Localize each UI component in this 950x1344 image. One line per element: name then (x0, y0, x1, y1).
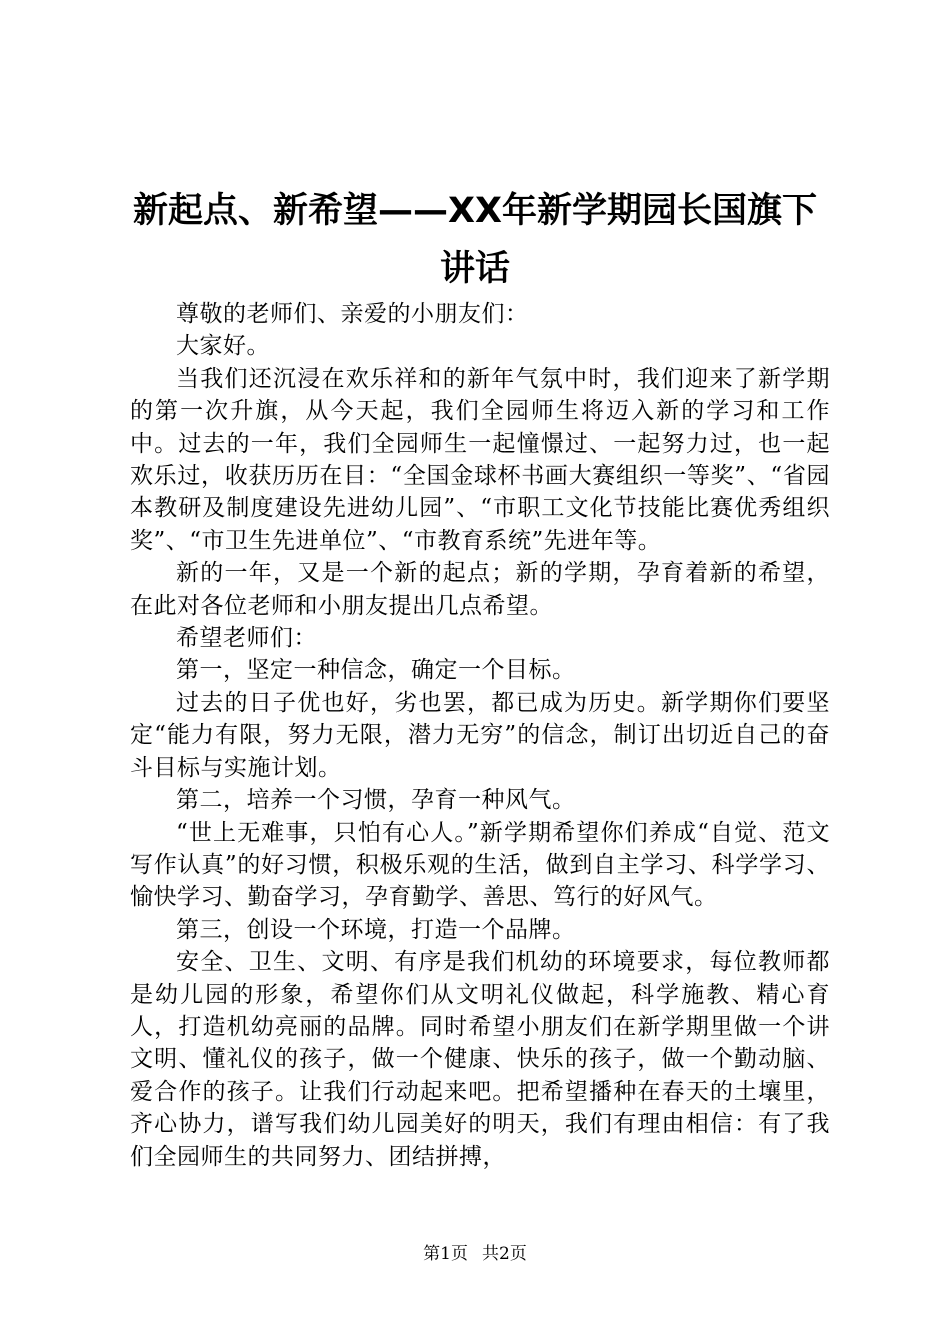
greeting: 大家好。 (176, 333, 270, 360)
section-heading: 第一，坚定一种信念，确定一个目标。 (176, 657, 576, 684)
body-paragraph: 希望老师们： (176, 625, 317, 652)
body-paragraph: 过去的日子优也好，劣也罢，都已成为历史。新学期你们要坚定“能力有限，努力无限，潜力无穷”的信念，制订出切近自己的奋斗目标与实施计划。 (130, 689, 830, 781)
page-total: 共2页 (482, 1244, 527, 1264)
body-paragraph: “世上无难事，只怕有心人。”新学期希望你们养成“自觉、范文写作认真”的好习惯，积极乐观的生活，做到自主学习、科学学习、愉快学习、勤奋学习，孕育勤学、善思、笃行的好风气。 (130, 819, 830, 911)
body-paragraph: 新的一年，又是一个新的起点；新的学期，孕育着新的希望，在此对各位老师和小朋友提出几点希望。 (130, 560, 830, 619)
section-heading: 第二，培养一个习惯，孕育一种风气。 (176, 787, 576, 814)
body-paragraph: 安全、卫生、文明、有序是我们机幼的环境要求，每位教师都是幼儿园的形象，希望你们从文明礼仪做起，科学施教、精心育人，打造机幼亮丽的品牌。同时希望小朋友们在新学期里做一个讲文明、懂礼仪的孩子，做一个健康、快乐的孩子，做一个勤动脑、爱合作的孩子。让我们行动起来吧。把希望播种在春天的土壤里，齐心协力，谱写我们幼儿园美好的明天，我们有理由相信：有了我们全园师生的共同努力、团结拼搏， (130, 949, 830, 1170)
section-heading: 第三，创设一个环境，打造一个品牌。 (176, 916, 576, 943)
document-title: 新起点、新希望——XX年新学期园长国旗下讲话 (133, 191, 817, 289)
page-number: 第1页 (423, 1244, 468, 1264)
salutation: 尊敬的老师们、亲爱的小朋友们： (176, 301, 529, 327)
body-paragraph: 当我们还沉浸在欢乐祥和的新年气氛中时，我们迎来了新学期的第一次升旗，从今天起，我们全园师生将迈入新的学习和工作中。过去的一年，我们全园师生一起憧憬过、一起努力过，也一起欢乐过，收获历历在目：“全国金球杯书画大赛组织一等奖”、“省园本教研及制度建设先进幼儿园”、“市职工文化节技能比赛优秀组织奖”、“市卫生先进单位”、“市教育系统”先进年等。 (130, 365, 830, 554)
document-body (130, 298, 830, 1173)
page-footer (0, 1243, 950, 1265)
